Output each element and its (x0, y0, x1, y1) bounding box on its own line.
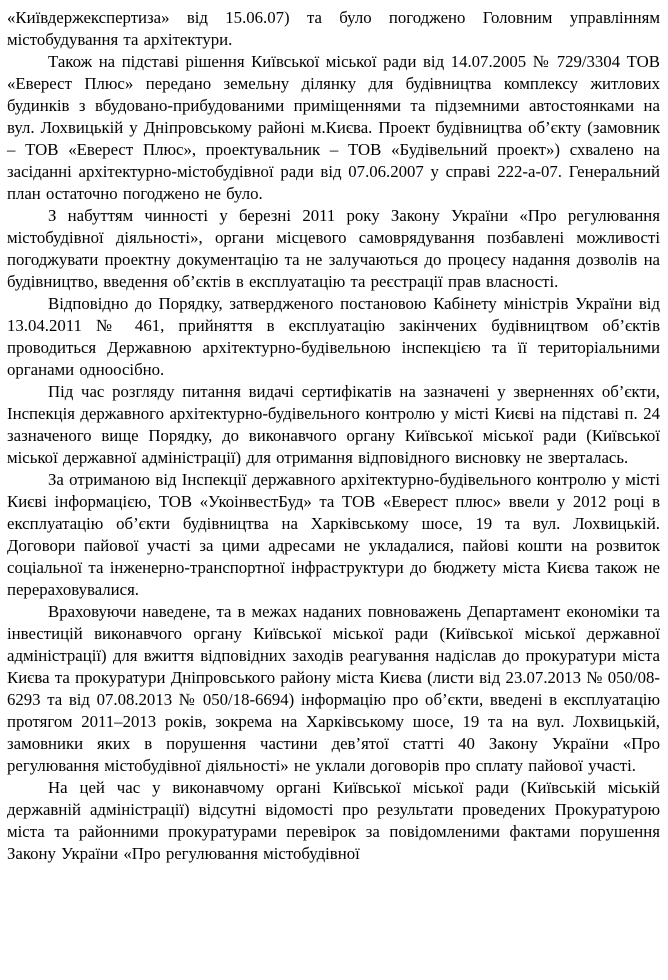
paragraph: З набуттям чинності у березні 2011 року Закону України «Про регулювання містобудівної діяльності», органи місцевого самоврядування позбавлені можливості погоджувати проектну документацію та не залучаються до процесу надання дозволів на будівництво, введення об’єктів в експлуатацію та реєстрації прав власності. (7, 206, 660, 291)
paragraph: На цей час у виконавчому органі Київської міської ради (Київській міській державній адміністрації) відсутні відомості про результати проведених Прокуратурою міста та районними прокуратурами перевірок за повідомленими фактами порушення Закону України «Про регулювання містобудівної (7, 778, 660, 863)
paragraph: За отриманою від Інспекції державного архітектурно-будівельного контролю у місті Києві інформацією, ТОВ «УкоінвестБуд» та ТОВ «Еверест плюс» ввели у 2012 році в експлуатацію об’єкти будівництва на Харківському шосе, 19 та вул. Лохвицькій. Договори пайової участі за цими адресами не укладалися, пайові кошти на розвиток соціальної та інженерно-транспортної інфраструктури до бюджету міста Києва також не перераховувалися. (7, 470, 660, 599)
paragraph: Враховуючи наведене, та в межах наданих повноважень Департамент економіки та інвестицій виконавчого органу Київської міської ради (Київської міської державної адміністрації) для вжиття відповідних заходів реагування надіслав до прокуратури міста Києва та прокуратури Дніпровського району міста Києва (листи від 23.07.2013 № 050/08-6293 та від 07.08.2013 № 050/18-6694) інформацію про об’єкти, введені в експлуатацію протягом 2011–2013 років, зокрема на Харківському шосе, 19 та на вул. Лохвицькій, замовники яких в порушення частини дев’ятої статті 40 Закону України «Про регулювання містобудівної діяльності» не уклали договорів про сплату пайової участі. (7, 602, 660, 775)
paragraph: Відповідно до Порядку, затвердженого постановою Кабінету міністрів України від 13.04.2011 № 461, прийняття в експлуатацію закінчених будівництвом об’єктів проводиться Державною архітектурно-будівельною інспекцією та її територіальними органами одноосібно. (7, 294, 660, 379)
paragraph: Під час розгляду питання видачі сертифікатів на зазначені у зверненнях об’єкти, Інспекція державного архітектурно-будівельного контролю у місті Києві на підставі п. 24 зазначеного вище Порядку, до виконавчого органу Київської міської ради (Київської міської державної адміністрації) для отримання відповідного висновку не зверталась. (7, 382, 660, 467)
paragraph: Також на підставі рішення Київської міської ради від 14.07.2005 № 729/3304 ТОВ «Еверест Плюс» передано земельну ділянку для будівництва комплексу житлових будинків з вбудовано-прибудованими приміщеннями та підземними автостоянками на вул. Лохвицькій у Дніпровському районі м.Києва. Проект будівництва об’єкту (замовник – ТОВ «Еверест Плюс», проектувальник – ТОВ «Будівельний проект») схвалено на засіданні архітектурно-містобудівної ради від 07.06.2007 у справі 222-а-07. Генеральний план остаточно погоджено не було. (7, 52, 660, 203)
document-body (7, 7, 660, 865)
paragraph: «Київдержекспертиза» від 15.06.07) та було погоджено Головним управлінням містобудування та архітектури. (7, 8, 660, 49)
